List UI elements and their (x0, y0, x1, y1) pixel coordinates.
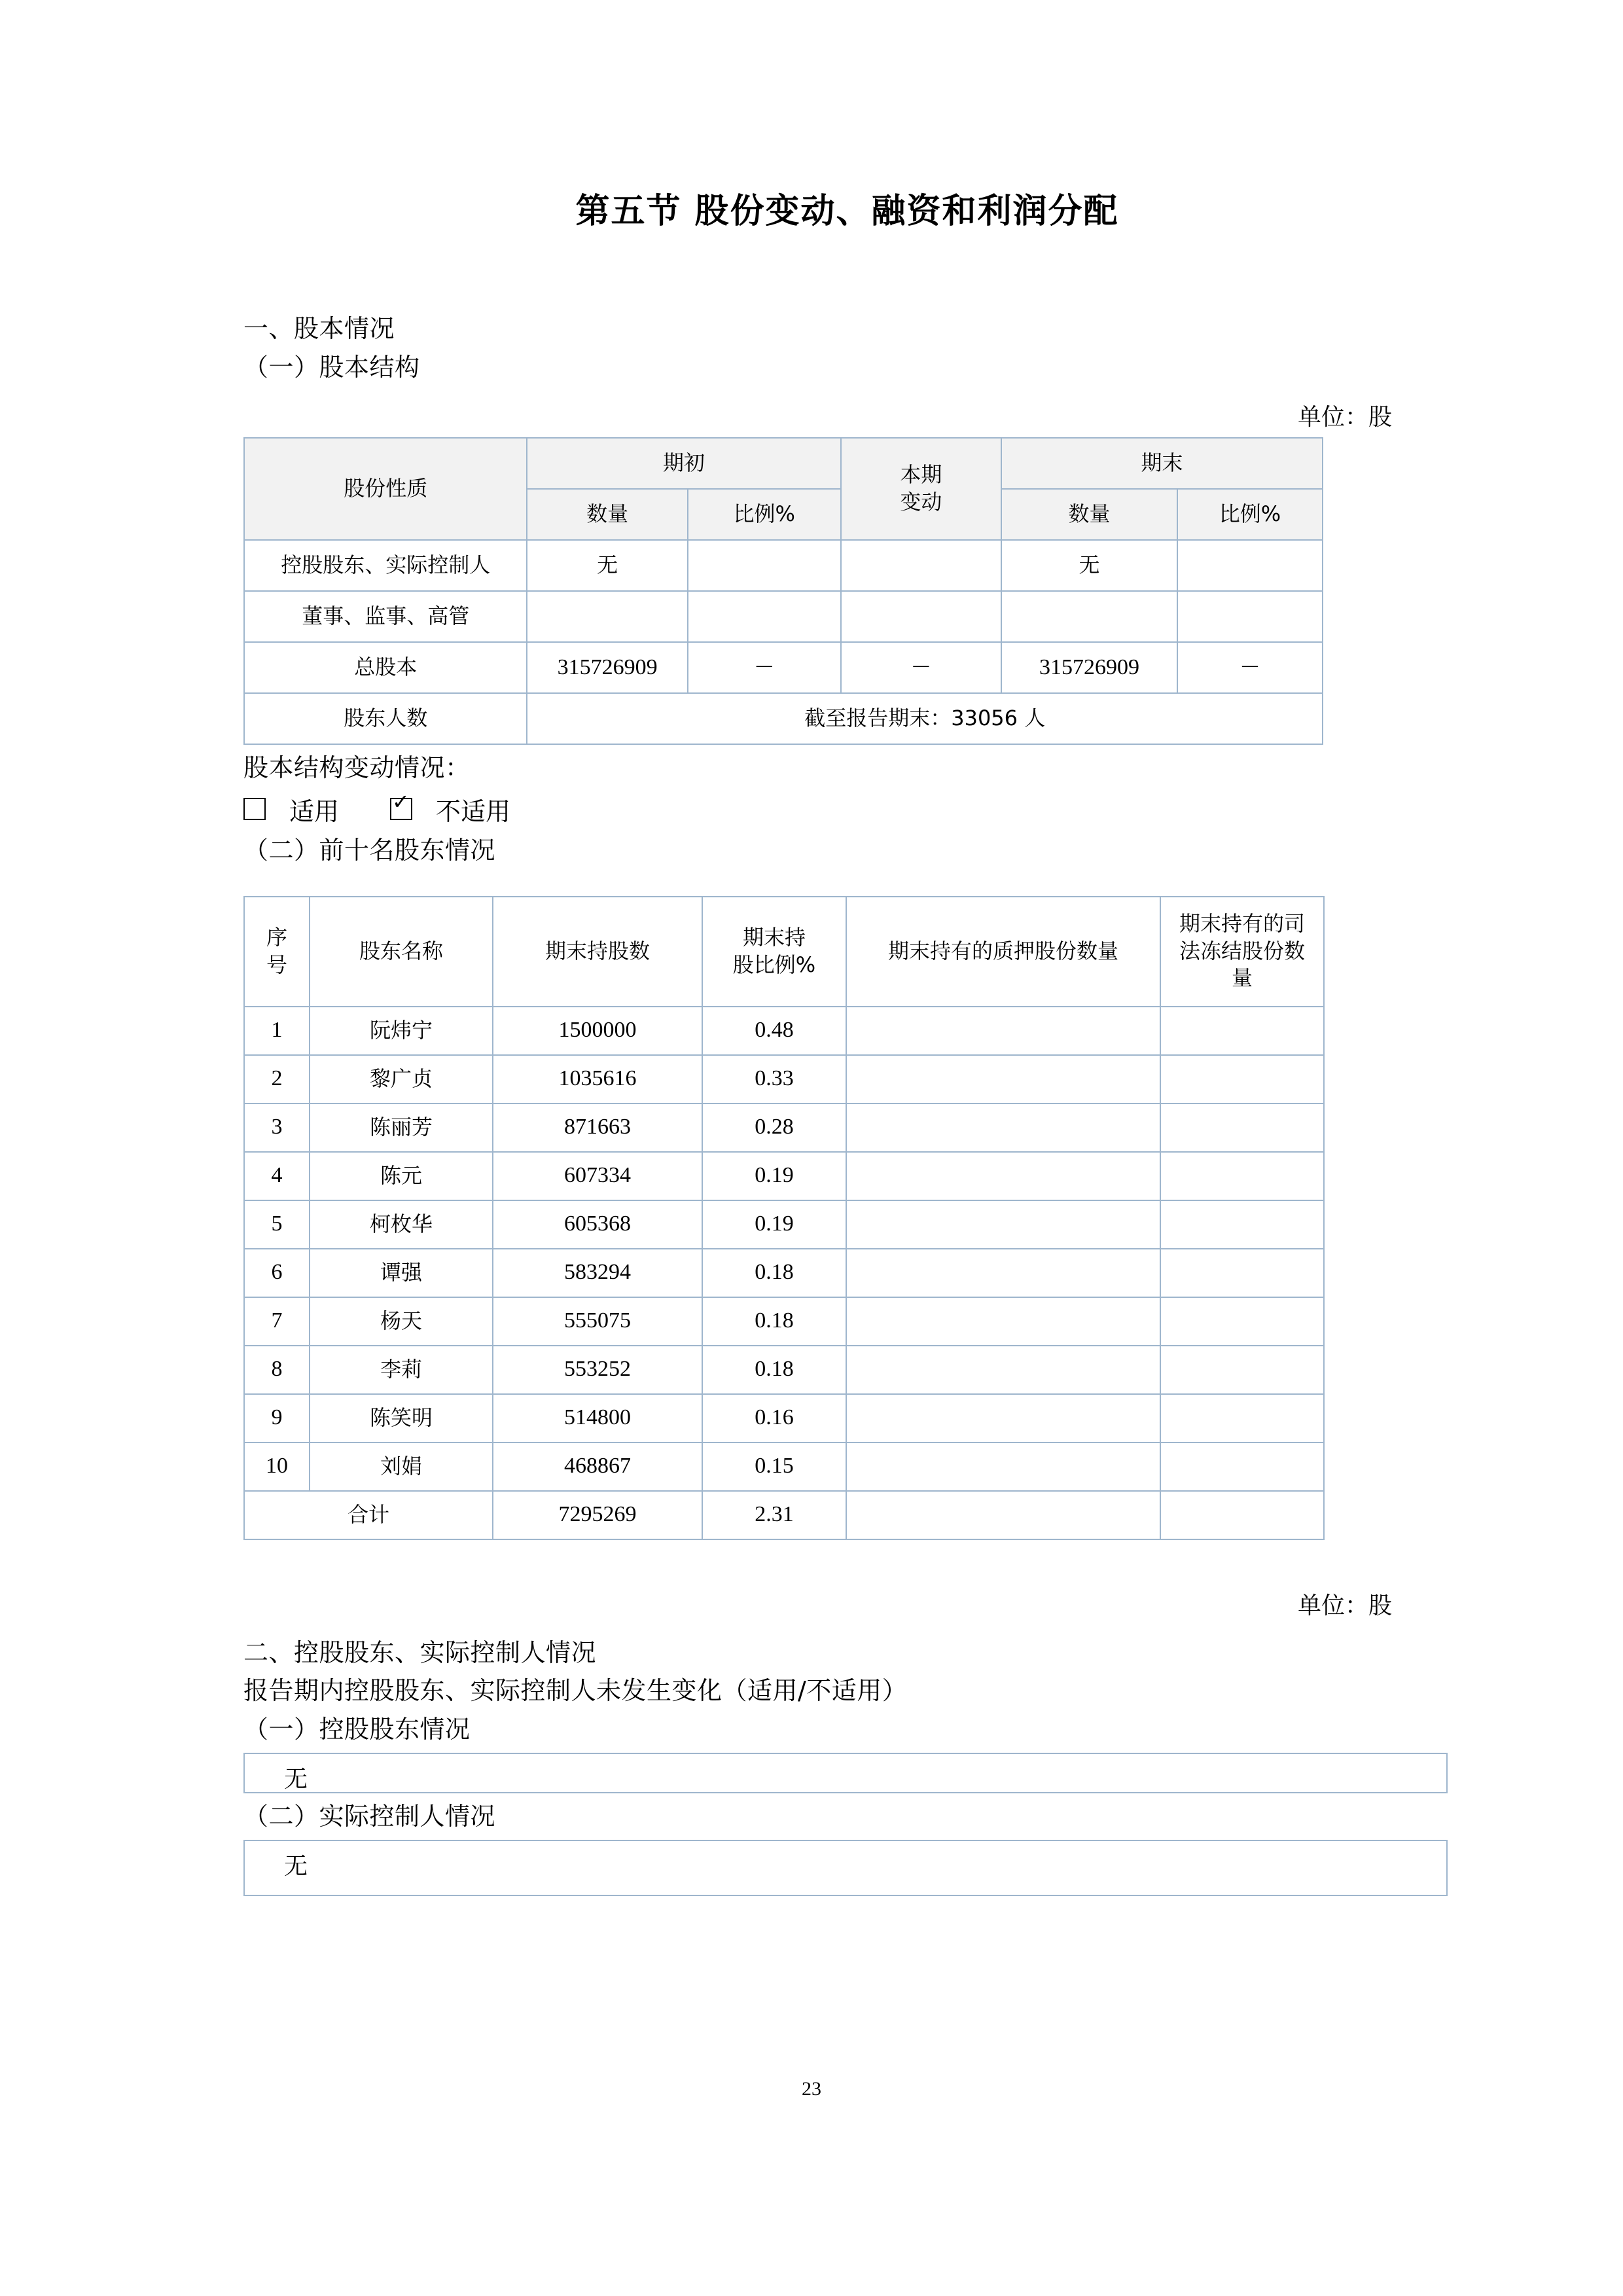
cell-holder-name: 黎广贞 (310, 1055, 493, 1103)
table-row (244, 1249, 1324, 1297)
col-header-ratio-line2: 股比例% (732, 952, 816, 977)
cell-ratio: 0.18 (702, 1346, 846, 1394)
col-header-end: 期末 (1001, 438, 1323, 489)
cell-pledge (846, 1443, 1160, 1491)
col-header-seq-line1: 序 (266, 924, 287, 950)
change-status-label: 股本结构变动情况： (243, 753, 471, 782)
capital-unit-label: 单位：股 (1297, 403, 1392, 431)
cell-frozen (1160, 1394, 1324, 1443)
col-header-frozen (1160, 897, 1324, 1007)
col-header-name: 股东名称 (310, 897, 493, 1007)
cell-begin-ratio (688, 540, 841, 591)
cell-holder-name: 陈笑明 (310, 1394, 493, 1443)
cell-end-qty: 315726909 (1001, 642, 1177, 693)
cell-seq: 7 (244, 1297, 310, 1346)
col-header-frozen-line1: 期末持有的司 (1179, 911, 1305, 937)
col-header-seq-line2: 号 (266, 952, 287, 977)
col-header-end-qty: 数量 (1001, 489, 1177, 540)
table-row (244, 1200, 1324, 1249)
col-header-nature: 股份性质 (244, 438, 527, 540)
cell-seq: 2 (244, 1055, 310, 1103)
cell-shares: 468867 (493, 1443, 702, 1491)
cell-holder-name: 陈丽芳 (310, 1103, 493, 1152)
cell-seq: 5 (244, 1200, 310, 1249)
cell-seq: 1 (244, 1007, 310, 1055)
cell-shares: 607334 (493, 1152, 702, 1200)
cell-shares: 871663 (493, 1103, 702, 1152)
cell-frozen (1160, 1007, 1324, 1055)
cell-shares: 553252 (493, 1346, 702, 1394)
label-not-applicable: 不适用 (436, 797, 511, 826)
cell-pledge (846, 1152, 1160, 1200)
cell-frozen (1160, 1055, 1324, 1103)
cell-pledge (846, 1297, 1160, 1346)
page-number: 23 (802, 2078, 821, 2100)
cell-change: － (841, 642, 1001, 693)
cell-pledge (846, 1103, 1160, 1152)
cell-frozen (1160, 1346, 1324, 1394)
table-row (244, 693, 1323, 744)
controlling-shareholder-box[interactable]: 无 (243, 1753, 1448, 1793)
cell-holder-name: 阮炜宁 (310, 1007, 493, 1055)
cell-holder-name: 柯枚华 (310, 1200, 493, 1249)
table-row (244, 1297, 1324, 1346)
cell-frozen (1160, 1152, 1324, 1200)
cell-pledge (846, 1007, 1160, 1055)
table-row (244, 438, 1323, 489)
cell-frozen (1160, 1443, 1324, 1491)
page-content (243, 183, 1451, 1896)
cell-pledge (846, 1346, 1160, 1394)
section-three-subheading-1: （一）控股股东情况 (243, 1715, 471, 1744)
checkbox-applicable[interactable] (243, 798, 266, 820)
col-header-change-line1: 本期 (900, 462, 942, 488)
cell-begin-ratio (688, 591, 841, 642)
capital-structure-table (243, 437, 1323, 745)
cell-ratio: 0.16 (702, 1394, 846, 1443)
cell-seq: 3 (244, 1103, 310, 1152)
cell-end-ratio: － (1177, 642, 1323, 693)
cell-ratio: 0.19 (702, 1152, 846, 1200)
table-row (244, 642, 1323, 693)
cell-pledge (846, 1394, 1160, 1443)
table-header-row (244, 897, 1324, 1007)
cell-end-ratio (1177, 540, 1323, 591)
cell-shares: 1500000 (493, 1007, 702, 1055)
table-row (244, 1394, 1324, 1443)
change-status-options (243, 791, 1451, 827)
section-two-subheading: （二）前十名股东情况 (243, 835, 496, 865)
cell-change (841, 540, 1001, 591)
table-row (244, 1007, 1324, 1055)
page-title: 第五节 股份变动、融资和利润分配 (575, 192, 1119, 231)
cell-total-label: 合计 (244, 1491, 493, 1539)
cell-ratio: 0.33 (702, 1055, 846, 1103)
label-applicable: 适用 (289, 797, 340, 826)
col-header-begin-qty: 数量 (527, 489, 687, 540)
cell-pledge (846, 1055, 1160, 1103)
cell-nature: 控股股东、实际控制人 (244, 540, 527, 591)
cell-shares: 605368 (493, 1200, 702, 1249)
cell-seq: 6 (244, 1249, 310, 1297)
table-row (244, 1055, 1324, 1103)
col-header-seq (244, 897, 310, 1007)
section-three-heading: 二、控股股东、实际控制人情况 (243, 1638, 597, 1667)
cell-shares: 514800 (493, 1394, 702, 1443)
cell-begin-qty: 315726909 (527, 642, 687, 693)
cell-seq: 9 (244, 1394, 310, 1443)
cell-ratio: 0.48 (702, 1007, 846, 1055)
table-row (244, 540, 1323, 591)
cell-shares: 1035616 (493, 1055, 702, 1103)
col-header-change-line2: 变动 (900, 489, 942, 514)
table-row (244, 1152, 1324, 1200)
section-one-subheading: （一）股本结构 (243, 352, 420, 382)
col-header-begin: 期初 (527, 438, 840, 489)
col-header-shares: 期末持股数 (493, 897, 702, 1007)
cell-shares: 583294 (493, 1249, 702, 1297)
cell-total-ratio: 2.31 (702, 1491, 846, 1539)
section-three-note: 报告期内控股股东、实际控制人未发生变化（适用/不适用） (243, 1676, 908, 1706)
col-header-ratio (702, 897, 846, 1007)
cell-holder-name: 李莉 (310, 1346, 493, 1394)
cell-change (841, 591, 1001, 642)
col-header-end-ratio: 比例% (1177, 489, 1323, 540)
section-one-heading: 一、股本情况 (243, 314, 395, 343)
top-ten-holders-table (243, 896, 1325, 1540)
cell-ratio: 0.19 (702, 1200, 846, 1249)
cell-end-qty (1001, 591, 1177, 642)
table-row (244, 1443, 1324, 1491)
table-row (244, 591, 1323, 642)
cell-nature: 总股本 (244, 642, 527, 693)
cell-seq: 4 (244, 1152, 310, 1200)
cell-frozen (1160, 1200, 1324, 1249)
cell-ratio: 0.18 (702, 1297, 846, 1346)
table-row (244, 1103, 1324, 1152)
cell-begin-ratio: － (688, 642, 841, 693)
cell-holder-name: 陈元 (310, 1152, 493, 1200)
cell-shareholder-count-value: 截至报告期末：33056 人 (527, 693, 1323, 744)
cell-pledge (846, 1249, 1160, 1297)
actual-controller-box[interactable]: 无 (243, 1840, 1448, 1896)
cell-begin-qty: 无 (527, 540, 687, 591)
cell-total-pledge (846, 1491, 1160, 1539)
cell-shares: 555075 (493, 1297, 702, 1346)
col-header-begin-ratio: 比例% (688, 489, 841, 540)
cell-frozen (1160, 1103, 1324, 1152)
cell-ratio: 0.28 (702, 1103, 846, 1152)
cell-ratio: 0.18 (702, 1249, 846, 1297)
cell-end-qty: 无 (1001, 540, 1177, 591)
cell-begin-qty (527, 591, 687, 642)
checkbox-not-applicable[interactable] (390, 798, 412, 820)
col-header-pledge: 期末持有的质押股份数量 (846, 897, 1160, 1007)
cell-holder-name: 谭强 (310, 1249, 493, 1297)
cell-seq: 10 (244, 1443, 310, 1491)
cell-ratio: 0.15 (702, 1443, 846, 1491)
cell-holder-name: 杨天 (310, 1297, 493, 1346)
col-header-frozen-line2: 法冻结股份数 (1179, 938, 1305, 963)
cell-shareholder-count-label: 股东人数 (244, 693, 527, 744)
cell-pledge (846, 1200, 1160, 1249)
cell-frozen (1160, 1249, 1324, 1297)
col-header-frozen-line3: 量 (1231, 965, 1253, 991)
cell-end-ratio (1177, 591, 1323, 642)
table-row (244, 1346, 1324, 1394)
cell-seq: 8 (244, 1346, 310, 1394)
section-three-subheading-2: （二）实际控制人情况 (243, 1802, 496, 1831)
cell-total-frozen (1160, 1491, 1324, 1539)
col-header-change (841, 438, 1001, 540)
cell-nature: 董事、监事、高管 (244, 591, 527, 642)
cell-total-shares: 7295269 (493, 1491, 702, 1539)
cell-frozen (1160, 1297, 1324, 1346)
table-total-row (244, 1491, 1324, 1539)
holders-unit-label: 单位：股 (1297, 1592, 1392, 1619)
col-header-ratio-line1: 期末持 (742, 924, 806, 950)
cell-holder-name: 刘娟 (310, 1443, 493, 1491)
